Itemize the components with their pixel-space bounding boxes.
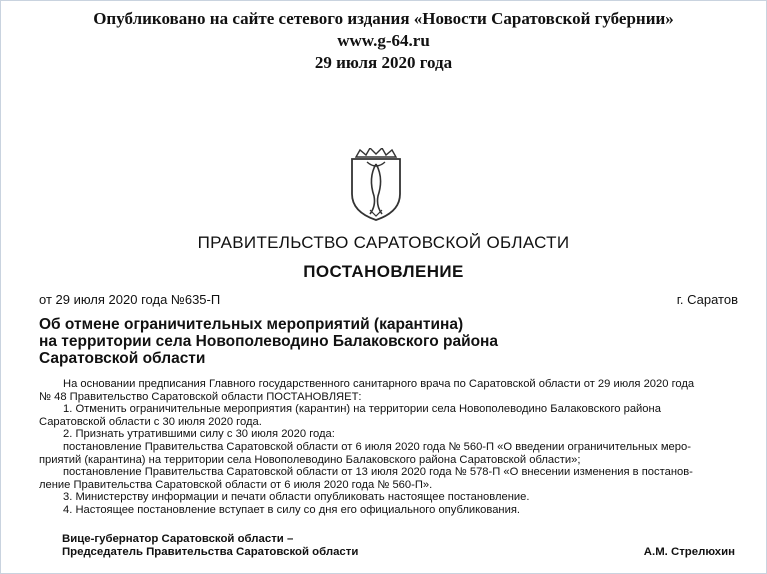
title-line: Саратовской области (39, 350, 206, 367)
body-line: № 48 Правительство Саратовской области ПОСТАНОВЛЯЕТ: (39, 390, 362, 403)
body-line: приятий (карантина) на территории села Новополеводино Балаковского района Саратовской области»; (39, 453, 581, 466)
decree-city: г. Саратов (676, 292, 738, 307)
decree-body (39, 378, 739, 517)
body-line: 1. Отменить ограничительные мероприятия (карантин) на территории села Новополеводино Балаковского района (63, 403, 661, 416)
signatory-position-line: Вице-губернатор Саратовской области – (62, 533, 294, 545)
signatory-position-line: Председатель Правительства Саратовской области (62, 545, 359, 558)
title-line: на территории села Новополеводино Балаковского района (39, 333, 499, 350)
publication-date: 29 июля 2020 года (314, 53, 453, 72)
body-line: Саратовской области с 30 июля 2020 года. (39, 415, 262, 428)
publication-notice (0, 8, 767, 74)
government-name: ПРАВИТЕЛЬСТВО САРАТОВСКОЙ ОБЛАСТИ (197, 233, 570, 252)
body-line: 2. Признать утратившими силу с 30 июля 2020 года: (63, 428, 335, 441)
decree-title (39, 316, 639, 367)
publication-site: www.g-64.ru (337, 31, 430, 50)
publication-line: Опубликовано на сайте сетевого издания «Новости Саратовской губернии» (93, 9, 674, 28)
title-line: Об отмене ограничительных мероприятий (карантина) (39, 316, 464, 333)
body-line: 4. Настоящее постановление вступает в силу со дня его официального опубликования. (63, 503, 521, 516)
body-line: 3. Министерству информации и печати области опубликовать настоящее постановление. (63, 491, 530, 504)
decree-date-number: от 29 июля 2020 года №635-П (39, 292, 221, 307)
body-line: постановление Правительства Саратовской области от 13 июля 2020 года № 578-П «О внесении изменения в постанов- (63, 466, 693, 479)
signatory-position (62, 533, 358, 558)
body-line: постановление Правительства Саратовской области от 6 июля 2020 года № 560-П «О введении ограничительных меро- (63, 440, 691, 453)
body-line: ление Правительства Саратовской области от 6 июля 2020 года № 560-П». (39, 478, 433, 491)
document-type: ПОСТАНОВЛЕНИЕ (303, 262, 464, 281)
body-line: На основании предписания Главного государственного санитарного врача по Саратовской области от 29 июля 2020 года (63, 378, 695, 390)
saratov-coat-of-arms-icon (346, 148, 406, 222)
signatory-name: А.М. Стрелюхин (643, 546, 735, 558)
